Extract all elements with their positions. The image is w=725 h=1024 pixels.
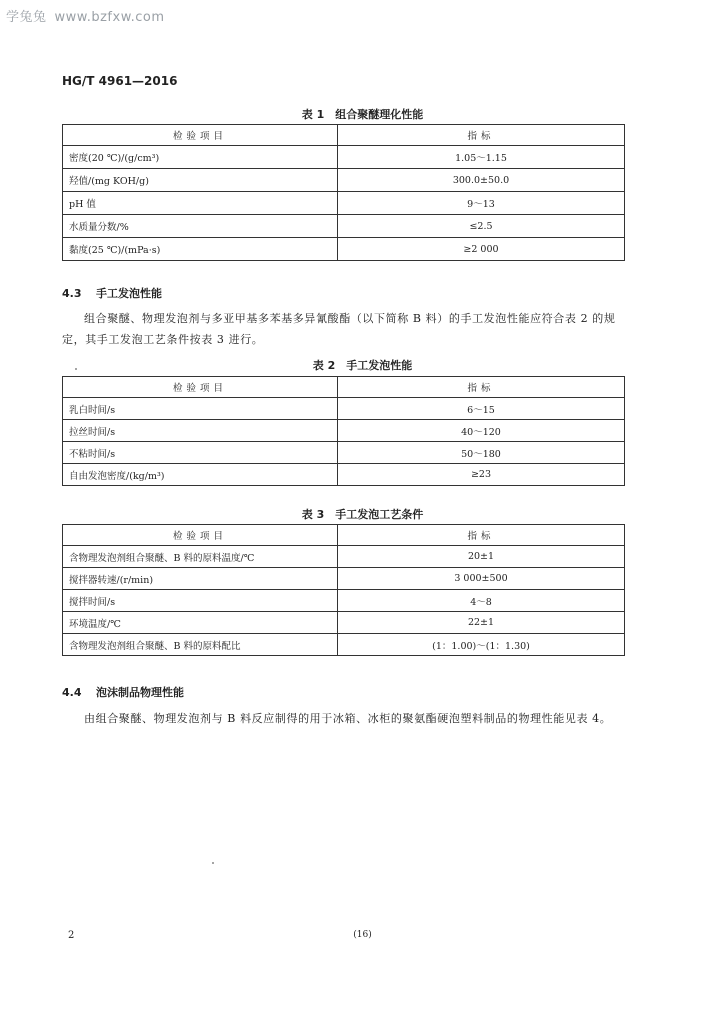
table-row: [63, 146, 625, 169]
table-header-row: [63, 377, 625, 398]
watermark: [6, 6, 165, 25]
table3-item: 环境温度/℃: [63, 612, 338, 634]
table2-value: 50～180: [338, 442, 625, 464]
table2-caption: 表 2 手工发泡性能: [312, 359, 413, 372]
table1: [62, 124, 625, 261]
table1-item: pH 值: [63, 192, 338, 215]
table2-item: 不粘时间/s: [63, 442, 338, 464]
table1-header-item: 检验项目: [63, 125, 338, 146]
table-row: [63, 590, 625, 612]
table-header-row: [63, 525, 625, 546]
table3-value: (1：1.00)～(1：1.30): [338, 634, 625, 656]
section-number: 4.3: [62, 287, 82, 300]
table2-item: 自由发泡密度/(kg/m³): [63, 464, 338, 486]
table1-item: 黏度(25 ℃)/(mPa·s): [63, 238, 338, 261]
table1-caption: 表 1 组合聚醚理化性能: [301, 108, 424, 121]
standard-code: HG/T 4961—2016: [62, 74, 178, 88]
section-4-3-paragraph: 组合聚醚、物理发泡剂与多亚甲基多苯基多异氰酸酯（以下简称 B 料）的手工发泡性能应符合表 2 的规定，其手工发泡工艺条件按表 3 进行。: [62, 312, 616, 346]
table1-header-value: 指标: [338, 125, 625, 146]
table-header-row: [63, 125, 625, 146]
table1-value: ≤2.5: [338, 215, 625, 238]
table-row: [63, 192, 625, 215]
table2-value: 40～120: [338, 420, 625, 442]
table-row: [63, 169, 625, 192]
table1-value: ≥2 000: [338, 238, 625, 261]
table3-item: 含物理发泡剂组合聚醚、B 料的原料温度/℃: [63, 546, 338, 568]
page-number: 2: [68, 930, 75, 941]
section-number: 4.4: [62, 686, 82, 699]
section-4-4-paragraph: 由组合聚醚、物理发泡剂与 B 料反应制得的用于冰箱、冰柜的聚氨酯硬泡塑料制品的物理性能见表 4。: [84, 712, 612, 725]
section-title: 泡沫制品物理性能: [96, 686, 184, 699]
table3: [62, 524, 625, 656]
table-row: [63, 568, 625, 590]
table-row: [63, 464, 625, 486]
table1-value: 1.05～1.15: [338, 146, 625, 169]
section-4-3-heading: [62, 285, 162, 301]
table-row: [63, 215, 625, 238]
table2: [62, 376, 625, 486]
scan-speck: [212, 862, 214, 864]
table2-value: 6～15: [338, 398, 625, 420]
section-title: 手工发泡性能: [96, 287, 162, 300]
table1-item: 羟值/(mg KOH/g): [63, 169, 338, 192]
table-row: [63, 420, 625, 442]
table3-item: 搅拌时间/s: [63, 590, 338, 612]
table-row: [63, 442, 625, 464]
table2-item: 乳白时间/s: [63, 398, 338, 420]
table-row: [63, 612, 625, 634]
table-row: [63, 398, 625, 420]
table3-item: 搅拌器转速/(r/min): [63, 568, 338, 590]
table3-value: 4～8: [338, 590, 625, 612]
table3-value: 20±1: [338, 546, 625, 568]
table3-header-item: 检验项目: [63, 525, 338, 546]
watermark-brand: 学兔兔: [6, 10, 47, 25]
table-row: [63, 238, 625, 261]
table-row: [63, 634, 625, 656]
page-sequence: (16): [353, 930, 372, 940]
table3-value: 22±1: [338, 612, 625, 634]
table3-value: 3 000±500: [338, 568, 625, 590]
table3-header-value: 指标: [338, 525, 625, 546]
watermark-url: www.bzfxw.com: [54, 10, 165, 25]
table3-item: 含物理发泡剂组合聚醚、B 料的原料配比: [63, 634, 338, 656]
table-row: [63, 546, 625, 568]
table1-item: 密度(20 ℃)/(g/cm³): [63, 146, 338, 169]
table2-item: 拉丝时间/s: [63, 420, 338, 442]
section-4-4-heading: [62, 684, 184, 700]
table1-value: 300.0±50.0: [338, 169, 625, 192]
table3-caption: 表 3 手工发泡工艺条件: [301, 508, 424, 521]
table1-value: 9～13: [338, 192, 625, 215]
table2-header-item: 检验项目: [63, 377, 338, 398]
scan-speck: [75, 368, 77, 370]
table2-header-value: 指标: [338, 377, 625, 398]
table2-value: ≥23: [338, 464, 625, 486]
table1-item: 水质量分数/%: [63, 215, 338, 238]
